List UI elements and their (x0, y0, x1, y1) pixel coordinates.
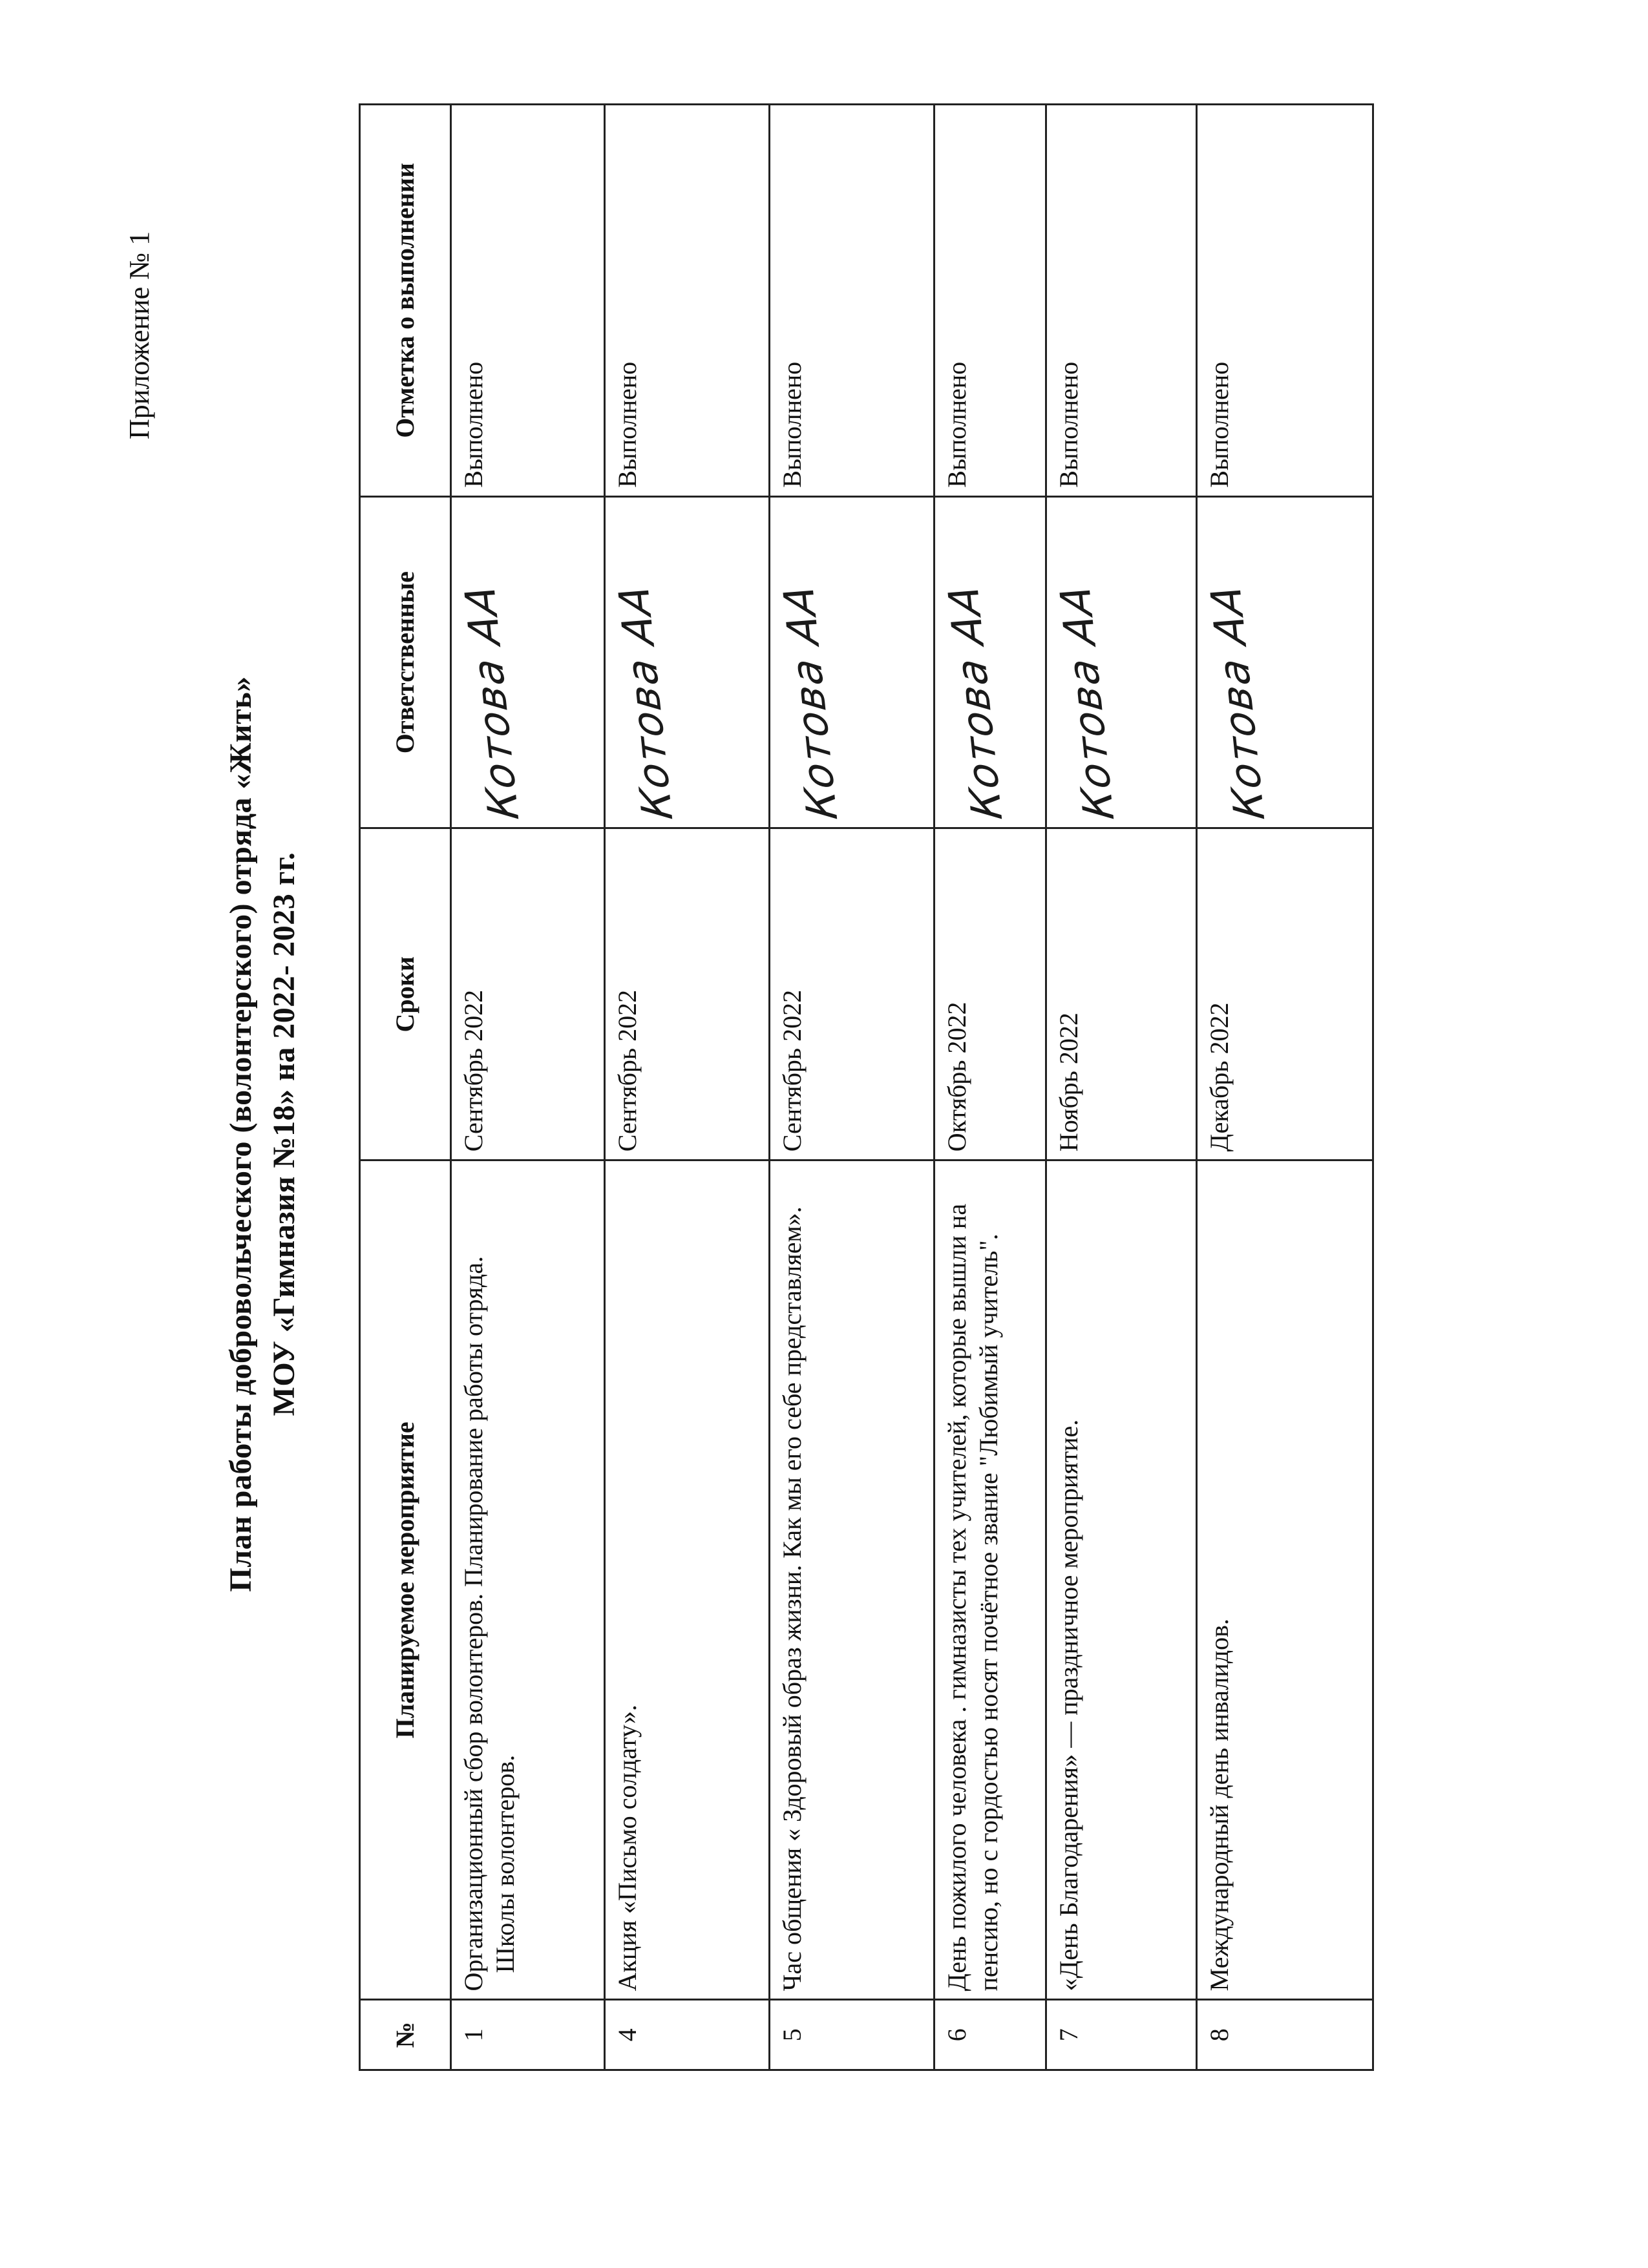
row-num: 4 (605, 2000, 770, 2070)
signature: Котова АА (1201, 582, 1275, 822)
header-mark: Отметка о выполнении (360, 105, 451, 497)
signature: Котова АА (774, 582, 848, 822)
row-responsible (1197, 496, 1373, 828)
page-subtitle: МОУ «Гимназия №18» на 2022- 2023 гг. (267, 852, 301, 1416)
page-title: План работы добровольческого (волонтерского) отряда «Жить» (224, 676, 258, 1592)
table-row (1197, 105, 1373, 2070)
row-responsible (451, 496, 605, 828)
header-event: Планируемое мероприятие (360, 1160, 451, 2000)
table-row (935, 105, 1046, 2070)
row-mark: Выполнено (1046, 105, 1197, 497)
header-term: Сроки (360, 828, 451, 1160)
row-mark: Выполнено (605, 105, 770, 497)
row-responsible (935, 496, 1046, 828)
table-row (451, 105, 605, 2070)
header-responsible: Ответственные (360, 496, 451, 828)
row-responsible (770, 496, 935, 828)
signature: Котова АА (456, 582, 529, 822)
row-mark: Выполнено (451, 105, 605, 497)
signature: Котова АА (609, 582, 683, 822)
event-line: Акция «Письмо солдату». (613, 1705, 642, 1991)
row-mark: Выполнено (935, 105, 1046, 497)
plan-table (359, 103, 1374, 2071)
header-num: № (360, 2000, 451, 2070)
signature: Котова АА (1051, 582, 1125, 822)
event-line: Международный день инвалидов. (1205, 1619, 1234, 1991)
table-row (605, 105, 770, 2070)
row-term: Ноябрь 2022 (1046, 828, 1197, 1160)
row-responsible (1046, 496, 1197, 828)
row-event (605, 1160, 770, 2000)
event-line: День пожилого человека . гимназисты тех учителей, которые вышли на пенсию, но с гордостью носят почётное звание "Любимый учитель". (942, 1203, 1003, 1991)
event-line: Школы волонтеров. (490, 1754, 520, 1973)
row-event (770, 1160, 935, 2000)
event-line: «День Благодарения» — праздничное мероприятие. (1054, 1419, 1083, 1991)
row-event (1046, 1160, 1197, 2000)
table-header-row (360, 105, 451, 2070)
row-event (451, 1160, 605, 2000)
event-line: Организационный сбор волонтеров. Планирование работы отряда. (459, 1256, 488, 1991)
row-num: 5 (770, 2000, 935, 2070)
row-term: Октябрь 2022 (935, 828, 1046, 1160)
row-event (1197, 1160, 1373, 2000)
row-num: 1 (451, 2000, 605, 2070)
event-line: Час общения « Здоровый образ жизни. Как мы его себе представляем». (777, 1206, 807, 1991)
row-num: 8 (1197, 2000, 1373, 2070)
row-mark: Выполнено (770, 105, 935, 497)
row-event (935, 1160, 1046, 2000)
row-num: 6 (935, 2000, 1046, 2070)
table-row (1046, 105, 1197, 2070)
row-responsible (605, 496, 770, 828)
row-term: Сентябрь 2022 (605, 828, 770, 1160)
signature: Котова АА (939, 582, 1013, 822)
row-num: 7 (1046, 2000, 1197, 2070)
row-term: Декабрь 2022 (1197, 828, 1373, 1160)
table-row (770, 105, 935, 2070)
row-term: Сентябрь 2022 (451, 828, 605, 1160)
row-term: Сентябрь 2022 (770, 828, 935, 1160)
appendix-label: Приложение № 1 (123, 231, 155, 439)
row-mark: Выполнено (1197, 105, 1373, 497)
